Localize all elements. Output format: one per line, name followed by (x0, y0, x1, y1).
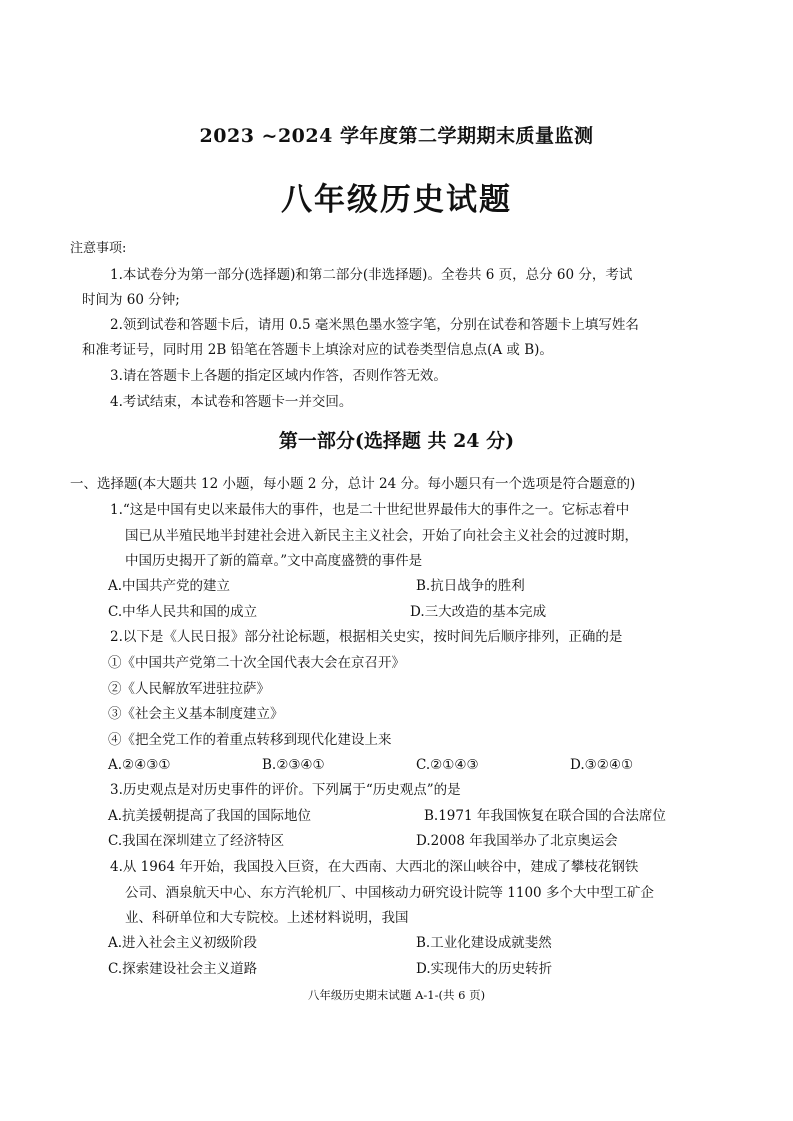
question-1-option-d: D.三大改造的基本完成 (410, 604, 547, 620)
notes-line: 时间为 60 分钟; (82, 292, 180, 308)
notes-line: 4.考试结束，本试卷和答题卡一并交回。 (110, 394, 353, 410)
question-3-option-c: C.我国在深圳建立了经济特区 (108, 833, 285, 849)
question-4-stem: 公司、酒泉航天中心、东方汽轮机厂、中国核动力研究设计院等 1100 多个大中型工矿企 (125, 885, 654, 901)
question-2-option-b: B.②③④① (262, 757, 325, 773)
exam-title: 八年级历史试题 (281, 182, 512, 218)
question-2-option-c: C.②①④③ (416, 757, 479, 773)
notes-heading: 注意事项: (70, 241, 127, 256)
exam-subtitle: 2023 ~2024 学年度第二学期期末质量监测 (199, 125, 594, 147)
question-2-item: ③《社会主义基本制度建立》 (108, 706, 284, 722)
page-footer: 八年级历史期末试题 A-1-(共 6 页) (307, 988, 486, 1002)
section-instruction: 一、选择题(本大题共 12 小题，每小题 2 分，总计 24 分。每小题只有一个选项是符合题意的) (70, 476, 636, 492)
question-2-option-a: A.②④③① (108, 757, 171, 773)
question-2-item: ④《把全党工作的着重点转移到现代化建设上来 (108, 732, 392, 748)
question-1-option-b: B.抗日战争的胜利 (416, 578, 525, 594)
question-4-option-a: A.进入社会主义初级阶段 (108, 935, 258, 951)
notes-line: 1.本试卷分为第一部分(选择题)和第二部分(非选择题)。全卷共 6 页，总分 60 分，考试 (110, 267, 633, 283)
section-title: 第一部分(选择题 共 24 分) (278, 430, 515, 452)
question-3-option-b: B.1971 年我国恢复在联合国的合法席位 (424, 808, 666, 824)
question-1-option-c: C.中华人民共和国的成立 (108, 604, 258, 620)
notes-line: 2.领到试卷和答题卡后，请用 0.5 毫米黑色墨水签字笔，分别在试卷和答题卡上填写姓名 (110, 317, 639, 333)
notes-line: 3.请在答题卡上各题的指定区域内作答，否则作答无效。 (110, 368, 447, 384)
question-1-stem: 国已从半殖民地半封建社会进入新民主主义社会，开始了向社会主义社会的过渡时期， (125, 528, 638, 544)
question-4-option-c: C.探索建设社会主义道路 (108, 961, 258, 977)
question-4-stem: 业、科研单位和大专院校。上述材料说明，我国 (125, 910, 409, 926)
question-2-item: ①《中国共产党第二十次全国代表大会在京召开》 (108, 655, 405, 671)
question-3-option-d: D.2008 年我国举办了北京奥运会 (416, 833, 618, 849)
question-1-option-a: A.中国共产党的建立 (108, 578, 231, 594)
question-2-stem: 2.以下是《人民日报》部分社论标题，根据相关史实，按时间先后顺序排列，正确的是 (110, 629, 623, 645)
question-3-option-a: A.抗美援朝提高了我国的国际地位 (108, 808, 312, 824)
question-4-option-d: D.实现伟大的历史转折 (416, 961, 553, 977)
question-4-stem: 4.从 1964 年开始，我国投入巨资，在大西南、大西北的深山峡谷中，建成了攀枝花钢铁 (110, 859, 639, 875)
question-1-stem: 1.“这是中国有史以来最伟大的事件，也是二十世纪世界最伟大的事件之一。它标志着中 (110, 502, 630, 518)
notes-line: 和准考证号，同时用 2B 铅笔在答题卡上填涂对应的试卷类型信息点(A 或 B)。 (82, 342, 553, 358)
question-1-stem: 中国历史揭开了新的篇章。”文中高度盛赞的事件是 (125, 553, 423, 569)
question-4-option-b: B.工业化建设成就斐然 (416, 935, 552, 951)
question-2-option-d: D.③②④① (570, 757, 634, 773)
question-3-stem: 3.历史观点是对历史事件的评价。下列属于“历史观点”的是 (110, 782, 461, 798)
question-2-item: ②《人民解放军进驻拉萨》 (108, 681, 270, 697)
